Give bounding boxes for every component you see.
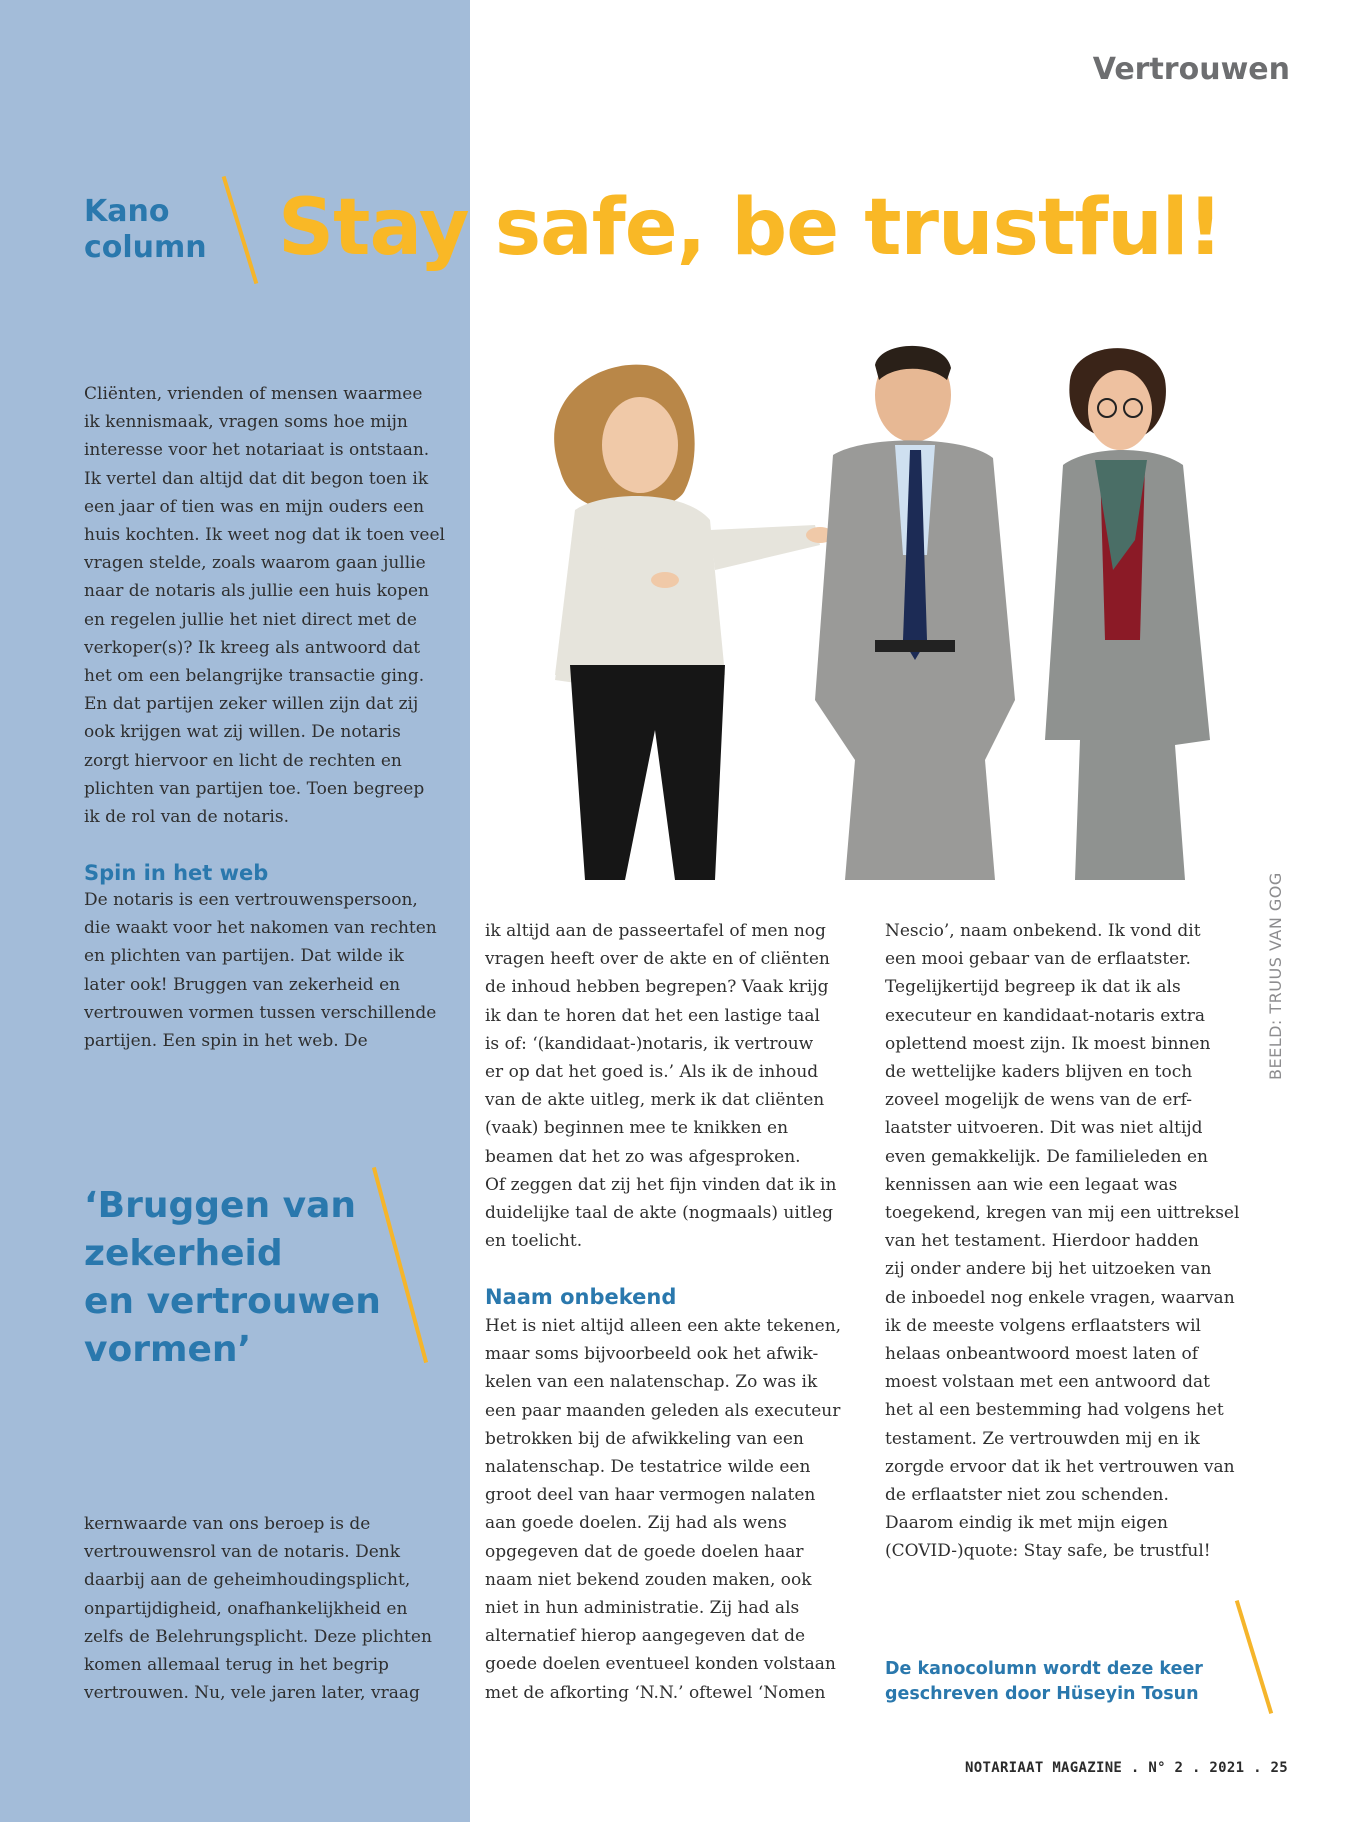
- text-line: zorgt hiervoor en licht de rechten en: [84, 750, 402, 771]
- text-line: naar de notaris als jullie een huis kopen: [84, 581, 429, 602]
- text-line: Daarom eindig ik met mijn eigen: [885, 1513, 1168, 1534]
- subhead-naam-onbekend: Naam onbekend: [485, 1285, 677, 1309]
- text-line: Ik vertel dan altijd dat dit begon toen ik: [84, 468, 429, 489]
- column-2-body: [485, 917, 860, 1255]
- text-line: beamen dat het zo was afgesproken.: [485, 1146, 801, 1167]
- text-line: ik altijd aan de passeertafel of men nog: [485, 921, 826, 941]
- author-note-line: De kanocolumn wordt deze keer: [885, 1659, 1203, 1679]
- kicker-line-1: Kano: [84, 194, 170, 229]
- text-line: En dat partijen zeker willen zijn dat zij: [84, 694, 419, 715]
- text-line: vertrouwensrol van de notaris. Denk: [84, 1542, 401, 1563]
- column-kicker: [84, 194, 207, 266]
- text-line: Tegelijkertijd begreep ik dat ik als: [885, 977, 1181, 998]
- text-line: Het is niet altijd alleen een akte tekenen,: [485, 1316, 842, 1336]
- text-line: een paar maanden geleden als executeur: [485, 1400, 841, 1421]
- pull-quote: [84, 1182, 384, 1374]
- portrait-photo: [515, 340, 1295, 880]
- text-line: zelfs de Belehrungsplicht. Deze plichten: [84, 1626, 432, 1647]
- text-line: alternatief hierop aangegeven dat de: [485, 1626, 806, 1647]
- text-line: en regelen jullie het niet direct met de: [84, 609, 417, 630]
- text-line: maar soms bijvoorbeeld ook het afwik-: [485, 1344, 819, 1365]
- text-line: ik dan te horen dat het een lastige taal: [485, 1005, 820, 1026]
- text-line: aan goede doelen. Zij had als wens: [485, 1513, 787, 1534]
- text-line: het om een belangrijke transactie ging.: [84, 666, 425, 687]
- text-line: er op dat het goed is.’ Als ik de inhoud: [485, 1062, 819, 1083]
- text-line: zij onder andere bij het uitzoeken van: [885, 1259, 1212, 1280]
- text-line: moest volstaan met een antwoord dat: [885, 1372, 1210, 1393]
- pull-quote-line: vormen’: [84, 1329, 252, 1370]
- photo-credit: BEELD: TRUUS VAN GOG: [1266, 872, 1285, 1080]
- text-line: de erflaatster niet zou schenden.: [885, 1485, 1169, 1506]
- text-line: zorgde ervoor dat ik het vertrouwen van: [885, 1456, 1235, 1477]
- text-line: Nescio’, naam onbekend. Ik vond dit: [885, 921, 1201, 941]
- text-line: (COVID-)quote: Stay safe, be trustful!: [885, 1541, 1211, 1562]
- text-line: laatster uitvoeren. Dit was niet altijd: [885, 1118, 1203, 1139]
- text-line: (vaak) beginnen mee te knikken en: [485, 1118, 789, 1139]
- text-line: kernwaarde van ons beroep is de: [84, 1514, 371, 1534]
- text-line: later ook! Bruggen van zekerheid en: [84, 974, 401, 995]
- text-line: goede doelen eventueel konden volstaan: [485, 1654, 836, 1675]
- text-line: daarbij aan de geheimhoudingsplicht,: [84, 1570, 411, 1591]
- text-line: partijen. Een spin in het web. De: [84, 1031, 368, 1052]
- section-tag: Vertrouwen: [1092, 52, 1290, 87]
- author-note-divider: [1235, 1600, 1273, 1714]
- text-line: interesse voor het notariaat is ontstaan.: [84, 440, 430, 461]
- text-line: van het testament. Hierdoor hadden: [885, 1231, 1199, 1252]
- text-line: Cliënten, vrienden of mensen waarmee: [84, 384, 423, 404]
- text-line: duidelijke taal de akte (nogmaals) uitleg: [485, 1203, 834, 1224]
- person-left: [554, 365, 834, 880]
- text-line: vragen heeft over de akte en of cliënten: [485, 949, 830, 970]
- pull-quote-line: en vertrouwen: [84, 1281, 381, 1322]
- text-line: De notaris is een vertrouwenspersoon,: [84, 890, 418, 910]
- text-line: testament. Ze vertrouwden mij en ik: [885, 1428, 1200, 1449]
- column-1-intro: [84, 380, 459, 831]
- text-line: opgegeven dat de goede doelen haar: [485, 1541, 804, 1562]
- text-line: van de akte uitleg, merk ik dat cliënten: [485, 1090, 825, 1111]
- text-line: huis kochten. Ik weet nog dat ik toen veel: [84, 525, 445, 546]
- text-line: oplettend moest zijn. Ik moest binnen: [885, 1033, 1211, 1054]
- person-right: [1045, 348, 1210, 880]
- column-1-body: [84, 886, 459, 1055]
- column-3-body: [885, 917, 1265, 1566]
- text-line: de wettelijke kaders blijven en toch: [885, 1062, 1193, 1083]
- author-note: [885, 1657, 1215, 1707]
- text-line: met de afkorting ‘N.N.’ oftewel ‘Nomen: [485, 1682, 826, 1703]
- text-line: even gemakkelijk. De familieleden en: [885, 1146, 1209, 1167]
- column-1-continued: [84, 1510, 459, 1707]
- text-line: ook krijgen wat zij willen. De notaris: [84, 722, 401, 743]
- text-line: niet in hun administratie. Zij had als: [485, 1598, 800, 1619]
- author-note-line: geschreven door Hüseyin Tosun: [885, 1684, 1199, 1704]
- text-line: komen allemaal terug in het begrip: [84, 1655, 389, 1676]
- text-line: ik de rol van de notaris.: [84, 807, 289, 828]
- text-line: een mooi gebaar van de erflaatster.: [885, 949, 1191, 970]
- text-line: zoveel mogelijk de wens van de erf-: [885, 1090, 1192, 1111]
- page-footer: NOTARIAAT MAGAZINE . N° 2 . 2021 . 25: [965, 1760, 1288, 1776]
- text-line: en toelicht.: [485, 1231, 583, 1252]
- text-line: vertrouwen. Nu, vele jaren later, vraag: [84, 1683, 420, 1704]
- text-line: helaas onbeantwoord moest laten of: [885, 1344, 1199, 1365]
- text-line: groot deel van haar vermogen nalaten: [485, 1485, 816, 1506]
- text-line: ik de meeste volgens erflaatsters wil: [885, 1315, 1201, 1336]
- text-line: vertrouwen vormen tussen verschillende: [84, 1002, 437, 1023]
- person-middle: [815, 346, 1015, 880]
- page-title: Stay safe, be trustful!: [278, 183, 1223, 273]
- text-line: ik kennismaak, vragen soms hoe mijn: [84, 412, 408, 433]
- subhead-spin-in-het-web: Spin in het web: [84, 861, 269, 885]
- text-line: een jaar of tien was en mijn ouders een: [84, 496, 425, 517]
- text-line: nalatenschap. De testatrice wilde een: [485, 1457, 811, 1478]
- text-line: de inhoud hebben begrepen? Vaak krijg: [485, 977, 829, 998]
- text-line: vragen stelde, zoals waarom gaan jullie: [84, 553, 426, 574]
- text-line: Of zeggen dat zij het fijn vinden dat ik in: [485, 1174, 837, 1195]
- text-line: onpartijdigheid, onafhankelijkheid en: [84, 1598, 408, 1619]
- text-line: en plichten van partijen. Dat wilde ik: [84, 946, 404, 967]
- text-line: de inboedel nog enkele vragen, waarvan: [885, 1287, 1235, 1308]
- text-line: toegekend, kregen van mij een uittreksel: [885, 1203, 1240, 1224]
- text-line: plichten van partijen toe. Toen begreep: [84, 778, 425, 799]
- text-line: naam niet bekend zouden maken, ook: [485, 1569, 812, 1590]
- pull-quote-line: zekerheid: [84, 1233, 283, 1274]
- column-2-body-2: [485, 1312, 860, 1707]
- text-line: executeur en kandidaat-notaris extra: [885, 1005, 1205, 1026]
- text-line: die waakt voor het nakomen van rechten: [84, 918, 437, 939]
- text-line: het al een bestemming had volgens het: [885, 1400, 1224, 1421]
- text-line: betrokken bij de afwikkeling van een: [485, 1428, 804, 1449]
- text-line: is of: ‘(kandidaat-)notaris, ik vertrouw: [485, 1033, 814, 1054]
- text-line: verkoper(s)? Ik kreeg als antwoord dat: [84, 637, 421, 658]
- kicker-line-2: column: [84, 230, 207, 265]
- text-line: kennissen aan wie een legaat was: [885, 1174, 1178, 1195]
- text-line: kelen van een nalatenschap. Zo was ik: [485, 1372, 818, 1393]
- pull-quote-line: ‘Bruggen van: [84, 1185, 357, 1226]
